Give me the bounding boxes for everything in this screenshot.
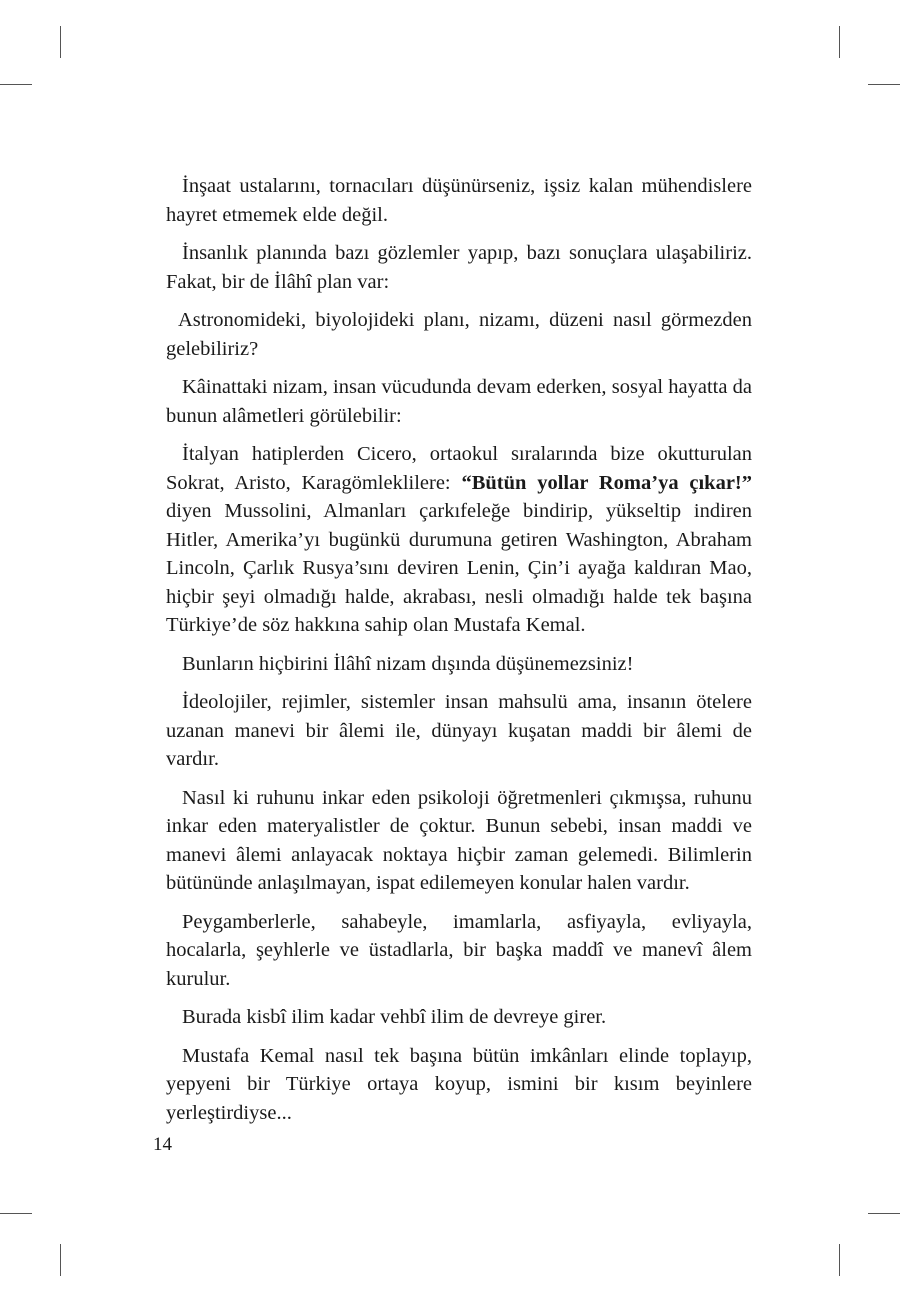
quote-emphasis: “Bütün yollar Roma’ya çıkar!” <box>461 471 752 494</box>
body-text <box>166 172 752 1137</box>
paragraph-5-after: diyen Mussolini, Almanları çarkıfeleğe bindirip, yükseltip indiren Hitler, Amerika’yı bugünkü durumuna getiren Washington, Abraham Lincoln, Çarlık Rusya’sını deviren Lenin, Çin’i ayağa kaldıran Mao, hiçbir şeyi olmadığı halde, akrabası, nesli olmadığı halde tek başına Türkiye’de söz hakkına sahip olan Mustafa Kemal. <box>166 500 752 636</box>
paragraph-6: Bunların hiçbirini İlâhî nizam dışında düşünemezsiniz! <box>182 652 634 675</box>
paragraph-9: Peygamberlerle, sahabeyle, imamlarla, asfiyayla, evliyayla, hocalarla, şeyhlerle ve üstadlarla, bir başka maddî ve manevî âlem kurulur. <box>166 910 752 990</box>
paragraph-10: Burada kisbî ilim kadar vehbî ilim de devreye girer. <box>182 1006 607 1028</box>
paragraph-4: Kâinattaki nizam, insan vücudunda devam ederken, sosyal hayatta da bunun alâmetleri görülebilir: <box>166 376 752 427</box>
paragraph-5-before: İtalyan hatiplerden Cicero, ortaokul sıralarında bize okutturulan Sokrat, Aristo, Karagömleklilere: <box>166 443 752 494</box>
crop-mark-top-left-vertical <box>60 26 61 58</box>
crop-mark-bottom-right-horizontal <box>868 1213 900 1214</box>
crop-mark-bottom-left-vertical <box>60 1244 61 1276</box>
paragraph-3: Astronomideki, biyolojideki planı, nizamı, düzeni nasıl görmezden gelebiliriz? <box>166 309 752 360</box>
paragraph-11: Mustafa Kemal nasıl tek başına bütün imkânları elinde toplayıp, yepyeni bir Türkiye ortaya koyup, ismini bir kısım beyinlere yerleştirdiyse... <box>166 1044 752 1124</box>
crop-mark-bottom-left-horizontal <box>0 1213 32 1214</box>
crop-mark-top-left-horizontal <box>0 84 32 85</box>
paragraph-1: İnşaat ustalarını, tornacıları düşünürseniz, işsiz kalan mühendislere hayret etmemek elde değil. <box>166 175 752 226</box>
crop-mark-bottom-right-vertical <box>839 1244 840 1276</box>
paragraph-5 <box>166 440 752 640</box>
page-number: 14 <box>153 1134 172 1155</box>
crop-mark-top-right-vertical <box>839 26 840 58</box>
paragraph-7: İdeolojiler, rejimler, sistemler insan mahsulü ama, insanın ötelere uzanan manevi bir âlemi ile, dünyayı kuşatan maddi bir âlemi de vardır. <box>166 691 752 770</box>
paragraph-2: İnsanlık planında bazı gözlemler yapıp, bazı sonuçlara ulaşabiliriz. Fakat, bir de İlâhî plan var: <box>166 242 752 293</box>
paragraph-8: Nasıl ki ruhunu inkar eden psikoloji öğretmenleri çıkmışsa, ruhunu inkar eden materyalistler de çoktur. Bunun sebebi, insan maddi ve manevi âlemi anlayacak noktaya hiçbir zaman gelemedi. Bilimlerin bütününde anlaşılmayan, ispat edilemeyen konular halen vardır. <box>166 786 752 894</box>
crop-mark-top-right-horizontal <box>868 84 900 85</box>
